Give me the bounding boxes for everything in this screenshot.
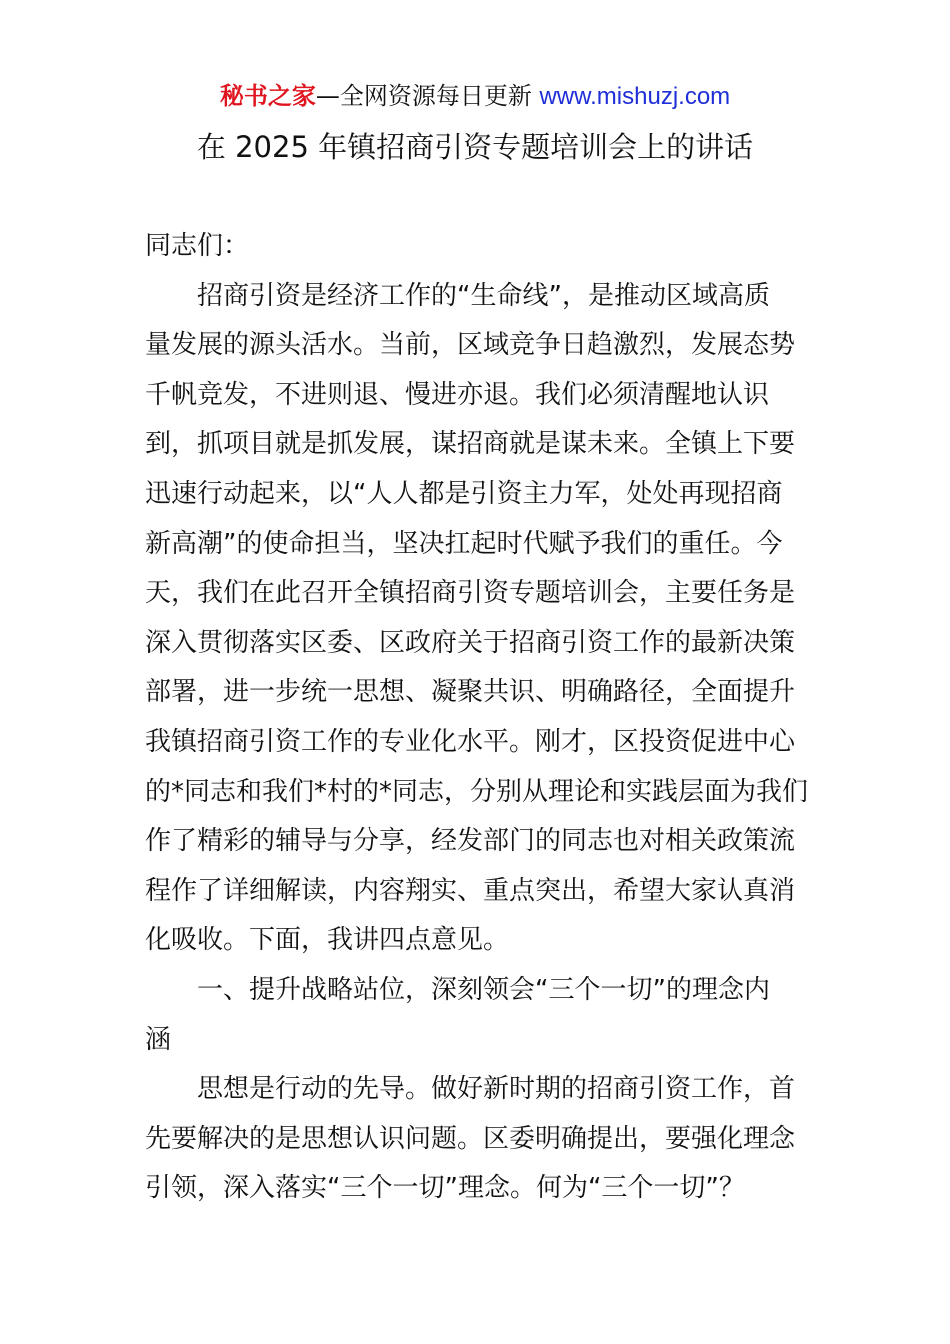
site-brand: 秘书之家 — [219, 82, 316, 110]
body-line: 作了精彩的辅导与分享，经发部门的同志也对相关政策流 — [145, 826, 796, 857]
site-tagline: —全网资源每日更新 — [315, 82, 540, 110]
document-body — [145, 222, 809, 1214]
body-line: 招商引资是经济工作的“生命线”，是推动区域高质 — [145, 280, 770, 311]
body-line: 天，我们在此召开全镇招商引资专题培训会，主要任务是 — [145, 578, 796, 609]
body-line: 程作了详细解读，内容翔实、重点突出，希望大家认真消 — [145, 875, 796, 906]
site-header — [0, 80, 950, 113]
body-line: 先要解决的是思想认识问题。区委明确提出，要强化理念 — [145, 1123, 796, 1154]
body-line: 深入贯彻落实区委、区政府关于招商引资工作的最新决策 — [145, 627, 796, 658]
document-title: 在 2025 年镇招商引资专题培训会上的讲话 — [196, 130, 754, 164]
site-url-link[interactable]: www.mishuzj.com — [539, 83, 731, 110]
body-line: 引领，深入落实“三个一切”理念。何为“三个一切”？ — [145, 1173, 745, 1204]
body-line: 的*同志和我们*村的*同志，分别从理论和实践层面为我们 — [145, 776, 809, 807]
body-line: 化吸收。下面，我讲四点意见。 — [145, 925, 510, 956]
body-line: 到，抓项目就是抓发展，谋招商就是谋未来。全镇上下要 — [145, 429, 796, 460]
salutation-line: 同志们： — [145, 231, 250, 261]
body-line: 思想是行动的先导。做好新时期的招商引资工作，首 — [145, 1074, 796, 1105]
body-line: 部署，进一步统一思想、凝聚共识、明确路径，全面提升 — [145, 677, 796, 708]
body-line: 新高潮”的使命担当，坚决扛起时代赋予我们的重任。今 — [145, 528, 783, 559]
body-line: 量发展的源头活水。当前，区域竞争日趋激烈，发展态势 — [145, 330, 796, 361]
section-heading-line: 一、提升战略站位，深刻领会“三个一切”的理念内 — [145, 974, 770, 1005]
body-line: 迅速行动起来，以“人人都是引资主力军，处处再现招商 — [145, 478, 783, 509]
section-heading-line: 涵 — [145, 1024, 172, 1055]
body-line: 千帆竞发，不进则退、慢进亦退。我们必须清醒地认识 — [145, 379, 770, 410]
body-line: 我镇招商引资工作的专业化水平。刚才，区投资促进中心 — [145, 726, 796, 757]
